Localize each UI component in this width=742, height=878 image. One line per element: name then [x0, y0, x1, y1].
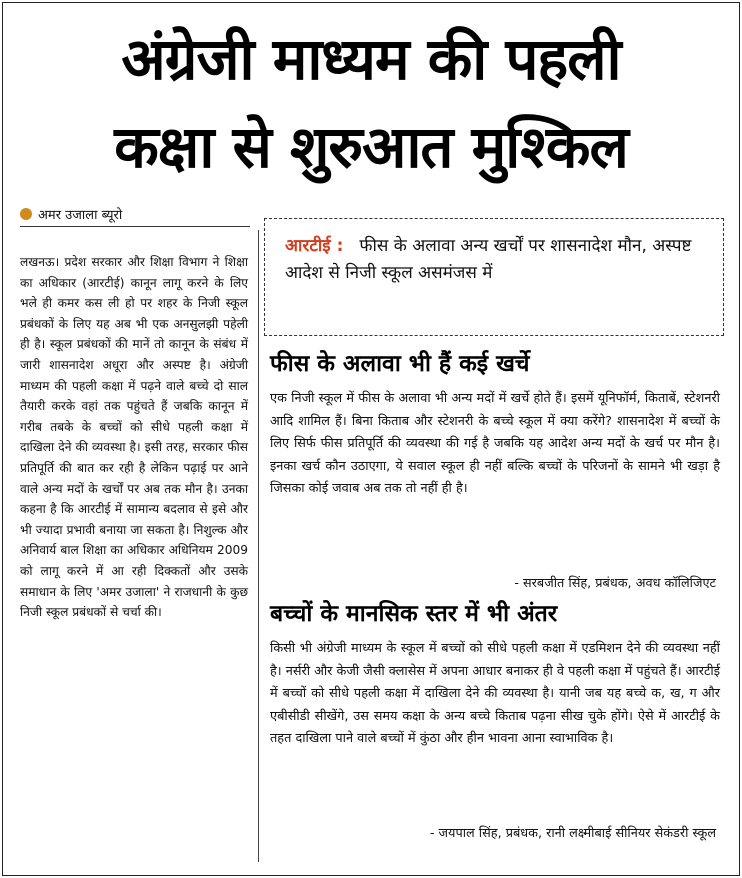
byline-text: अमर उजाला ब्यूरो: [38, 208, 123, 223]
left-column-article: लखनऊ। प्रदेश सरकार और शिक्षा विभाग ने शिक्षा का अधिकार (आरटीई) कानून लागू करने के लिए भले ही कमर कस ली हो पर शहर के निजी स्कूल प्रबंधकों के लिए यह अब भी एक अनसुलझी पहेली ही है। स्कूल प्रबंधकों की मानें तो कानून के संबंध में जारी शासनादेश अधूरा और अस्पष्ट है। अंग्रेजी माध्यम की पहली कक्षा में पढ़ने वाले बच्चे दो साल तैयारी करके वहां तक पहुंचते हैं जबकि कानून में गरीब तबके के बच्चों को सीधे पहली कक्षा में दाखिला देने की व्यवस्था है। इसी तरह, सरकार फीस प्रतिपूर्ति की बात कर रही है लेकिन पढ़ाई पर आने वाले अन्य मदों के खर्चों पर अब तक मौन है। उनका कहना है कि आरटीई में सामान्य बदलाव से इसे और भी ज्यादा प्रभावी बनाया जा सकता है। निशुल्क और अनिवार्य बाल शिक्षा का अधिकार अधिनियम 2009 को लागू करने में आ रही दिक्कतों और उसके समाधान के लिए 'अमर उजाला' ने राजधानी के कुछ निजी स्कूल प्रबंधकों से चर्चा की।: [20, 255, 248, 620]
section-title-1: फीस के अलावा भी हैं कई खर्चे: [270, 351, 530, 377]
highlight-paragraph: [285, 233, 709, 287]
section-body-1: एक निजी स्कूल में फीस के अलावा भी अन्य मदों में खर्चे होते हैं। इसमें यूनिफॉर्म, किताबें, स्टेशनरी आदि शामिल हैं। बिना किताब और स्टेशनरी के बच्चे स्कूल में क्या करेंगे? शासनादेश में बच्चों के लिए सिर्फ फीस प्रतिपूर्ति की व्यवस्था की गई है जबकि यह आदेश अन्य मदों के खर्च पर मौन है। इनका खर्च कौन उठाएगा, ये सवाल स्कूल ही नहीं बल्कि बच्चों के परिजनों के सामने भी खड़ा है जिसका कोई जवाब अब तक तो नहीं ही है।: [270, 391, 720, 497]
byline: [20, 205, 122, 223]
byline-dot-icon: [20, 208, 32, 220]
headline-line-1: अंग्रेजी माध्यम की पहली: [121, 25, 621, 93]
highlight-box: [264, 218, 724, 336]
highlight-text: फीस के अलावा अन्य खर्चों पर शासनादेश मौन, अस्पष्ट आदेश से निजी स्कूल असमंजस में: [285, 236, 692, 283]
section-body-2: किसी भी अंग्रेजी माध्यम के स्कूल में बच्चों को सीधे पहली कक्षा में एडमिशन देने की व्यवस्था नहीं है। नर्सरी और केजी जैसी क्लासेस में अपना आधार बनाकर ही वे पहली कक्षा में पहुंचते हैं। आरटीई में बच्चों को सीधे पहली कक्षा में दाखिला देने की व्यवस्था है। यानी जब यह बच्चे क, ख, ग और एबीसीडी सीखेंगे, उस समय कक्षा के अन्य बच्चे किताब पढ़ना सीख चुके होंगे। ऐसे में आरटीई के तहत दाखिला पाने वाले बच्चों में कुंठा और हीन भावना आना स्वाभाविक है।: [270, 641, 720, 747]
column-divider: [258, 230, 259, 862]
section-signature-1: - सरबजीत सिंह, प्रबंधक, अवध कॉलिजिएट: [514, 576, 716, 591]
section-title-2: बच्चों के मानसिक स्तर में भी अंतर: [270, 601, 558, 627]
headline-line-2: कक्षा से शुरुआत मुश्किल: [114, 113, 628, 181]
section-signature-2: - जयपाल सिंह, प्रबंधक, रानी लक्ष्मीबाई सीनियर सेकंडरी स्कूल: [429, 826, 716, 841]
byline-divider: [20, 226, 250, 227]
highlight-label: आरटीई :: [285, 236, 344, 256]
